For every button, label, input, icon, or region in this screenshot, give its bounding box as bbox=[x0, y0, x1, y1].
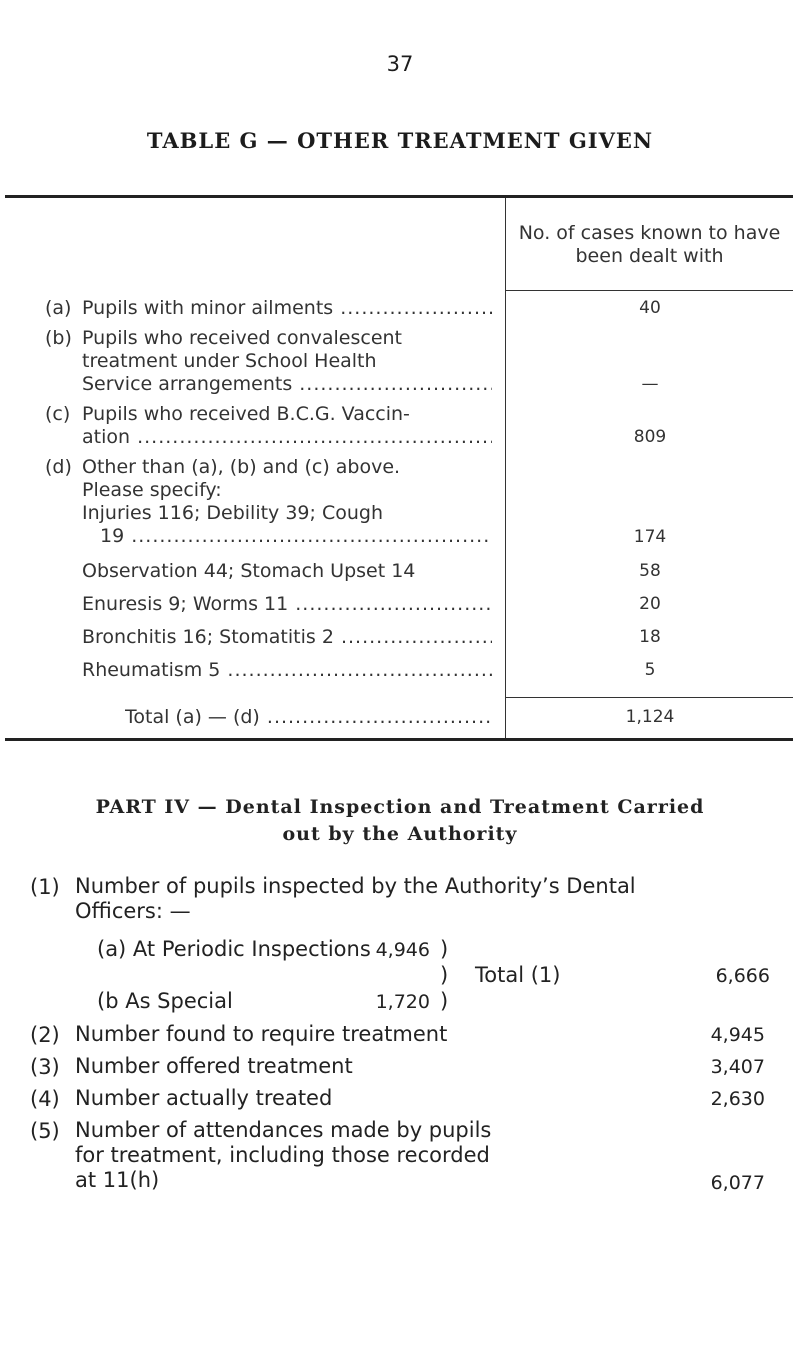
row-text-line: Pupils who received convalescent bbox=[82, 327, 402, 349]
sub-item-b-value: 1,720 bbox=[375, 991, 430, 1013]
item-text: Number offered treatment bbox=[75, 1054, 353, 1078]
row-label: (a) bbox=[45, 297, 72, 319]
header-rule bbox=[505, 290, 793, 291]
item-text-line: at 11(h) bbox=[75, 1168, 160, 1192]
item-text-line: Officers: — bbox=[75, 899, 191, 923]
row-text bbox=[82, 297, 492, 320]
item-number: (5) bbox=[30, 1119, 60, 1143]
sub-item-b: (b As Special bbox=[97, 989, 233, 1013]
item-value: 6,077 bbox=[710, 1172, 765, 1194]
row-text-line bbox=[100, 525, 492, 548]
row-text-line: Other than (a), (b) and (c) above. bbox=[82, 456, 401, 478]
row-text: Observation 44; Stomach Upset 14 bbox=[82, 560, 416, 582]
row-label: (b) bbox=[45, 327, 72, 349]
row-value: 20 bbox=[639, 594, 661, 614]
row-value: 809 bbox=[633, 427, 667, 447]
item-number: (1) bbox=[30, 875, 60, 899]
row-value: 5 bbox=[644, 660, 656, 680]
row-text-b: Service arrangements ..... bbox=[82, 373, 492, 395]
table-title: TABLE G — OTHER TREATMENT GIVEN bbox=[146, 128, 654, 153]
item-number: (3) bbox=[30, 1055, 60, 1079]
item-number: (2) bbox=[30, 1023, 60, 1047]
item-value: 3,407 bbox=[710, 1056, 765, 1078]
total-1-value: 6,666 bbox=[715, 965, 770, 987]
row-label: (c) bbox=[45, 403, 71, 425]
item-text: Number found to require treatment bbox=[75, 1022, 448, 1046]
item-value: 2,630 bbox=[710, 1088, 765, 1110]
row-value: 58 bbox=[639, 561, 661, 581]
bracket: ) bbox=[440, 989, 449, 1013]
item-text-line: Number of pupils inspected by the Authority’s Dental bbox=[75, 874, 636, 898]
item-number: (4) bbox=[30, 1087, 60, 1111]
part-iv-title-line1: PART IV — Dental Inspection and Treatment Carried bbox=[95, 796, 705, 818]
row-text-e: Enuresis 9; Worms 11 ..... bbox=[82, 593, 492, 615]
total-label bbox=[125, 706, 492, 729]
item-text-line: for treatment, including those recorded bbox=[75, 1143, 490, 1167]
row-text-d: 19 ..... bbox=[100, 525, 492, 547]
row-text-g: Rheumatism 5 ..... bbox=[82, 659, 492, 681]
column-divider bbox=[505, 198, 506, 738]
page-number: 37 bbox=[386, 52, 414, 76]
part-iv-title-line2: out by the Authority bbox=[282, 823, 518, 845]
column-header: No. of cases known to have been dealt with bbox=[518, 222, 781, 267]
row-text-f: Bronchitis 16; Stomatitis 2 ..... bbox=[82, 626, 492, 648]
item-text: Number actually treated bbox=[75, 1086, 333, 1110]
item-text-line: Number of attendances made by pupils bbox=[75, 1118, 492, 1142]
sub-item-a: (a) At Periodic Inspections bbox=[97, 937, 371, 961]
total-rule bbox=[505, 697, 793, 698]
row-text-line: Please specify: bbox=[82, 479, 222, 501]
row-text-c: ation ..... bbox=[82, 426, 492, 448]
item-value: 4,945 bbox=[710, 1024, 765, 1046]
row-text-line: Pupils who received B.C.G. Vaccin- bbox=[82, 403, 410, 425]
table-top-rule bbox=[5, 195, 793, 198]
row-value: 18 bbox=[639, 627, 661, 647]
row-text bbox=[82, 659, 492, 682]
row-text-line: treatment under School Health bbox=[82, 350, 377, 372]
table-bottom-rule bbox=[5, 738, 793, 741]
row-text bbox=[82, 626, 492, 649]
row-value: 174 bbox=[633, 527, 667, 547]
row-text-line bbox=[82, 426, 492, 449]
bracket: ) bbox=[440, 963, 449, 987]
row-value: — bbox=[641, 374, 659, 394]
bracket: ) bbox=[440, 937, 449, 961]
row-text-line bbox=[82, 373, 492, 396]
row-value: 40 bbox=[639, 298, 661, 318]
sub-item-a-value: 4,946 bbox=[375, 939, 430, 961]
row-text bbox=[82, 593, 492, 616]
total-label-text: Total (a) — (d) ..... bbox=[125, 706, 492, 728]
row-text-a: Pupils with minor ailments ..... bbox=[82, 297, 492, 319]
row-label: (d) bbox=[45, 456, 72, 478]
total-value: 1,124 bbox=[625, 707, 675, 727]
total-1-label: Total (1) bbox=[475, 963, 561, 987]
row-text-line: Injuries 116; Debility 39; Cough bbox=[82, 502, 383, 524]
